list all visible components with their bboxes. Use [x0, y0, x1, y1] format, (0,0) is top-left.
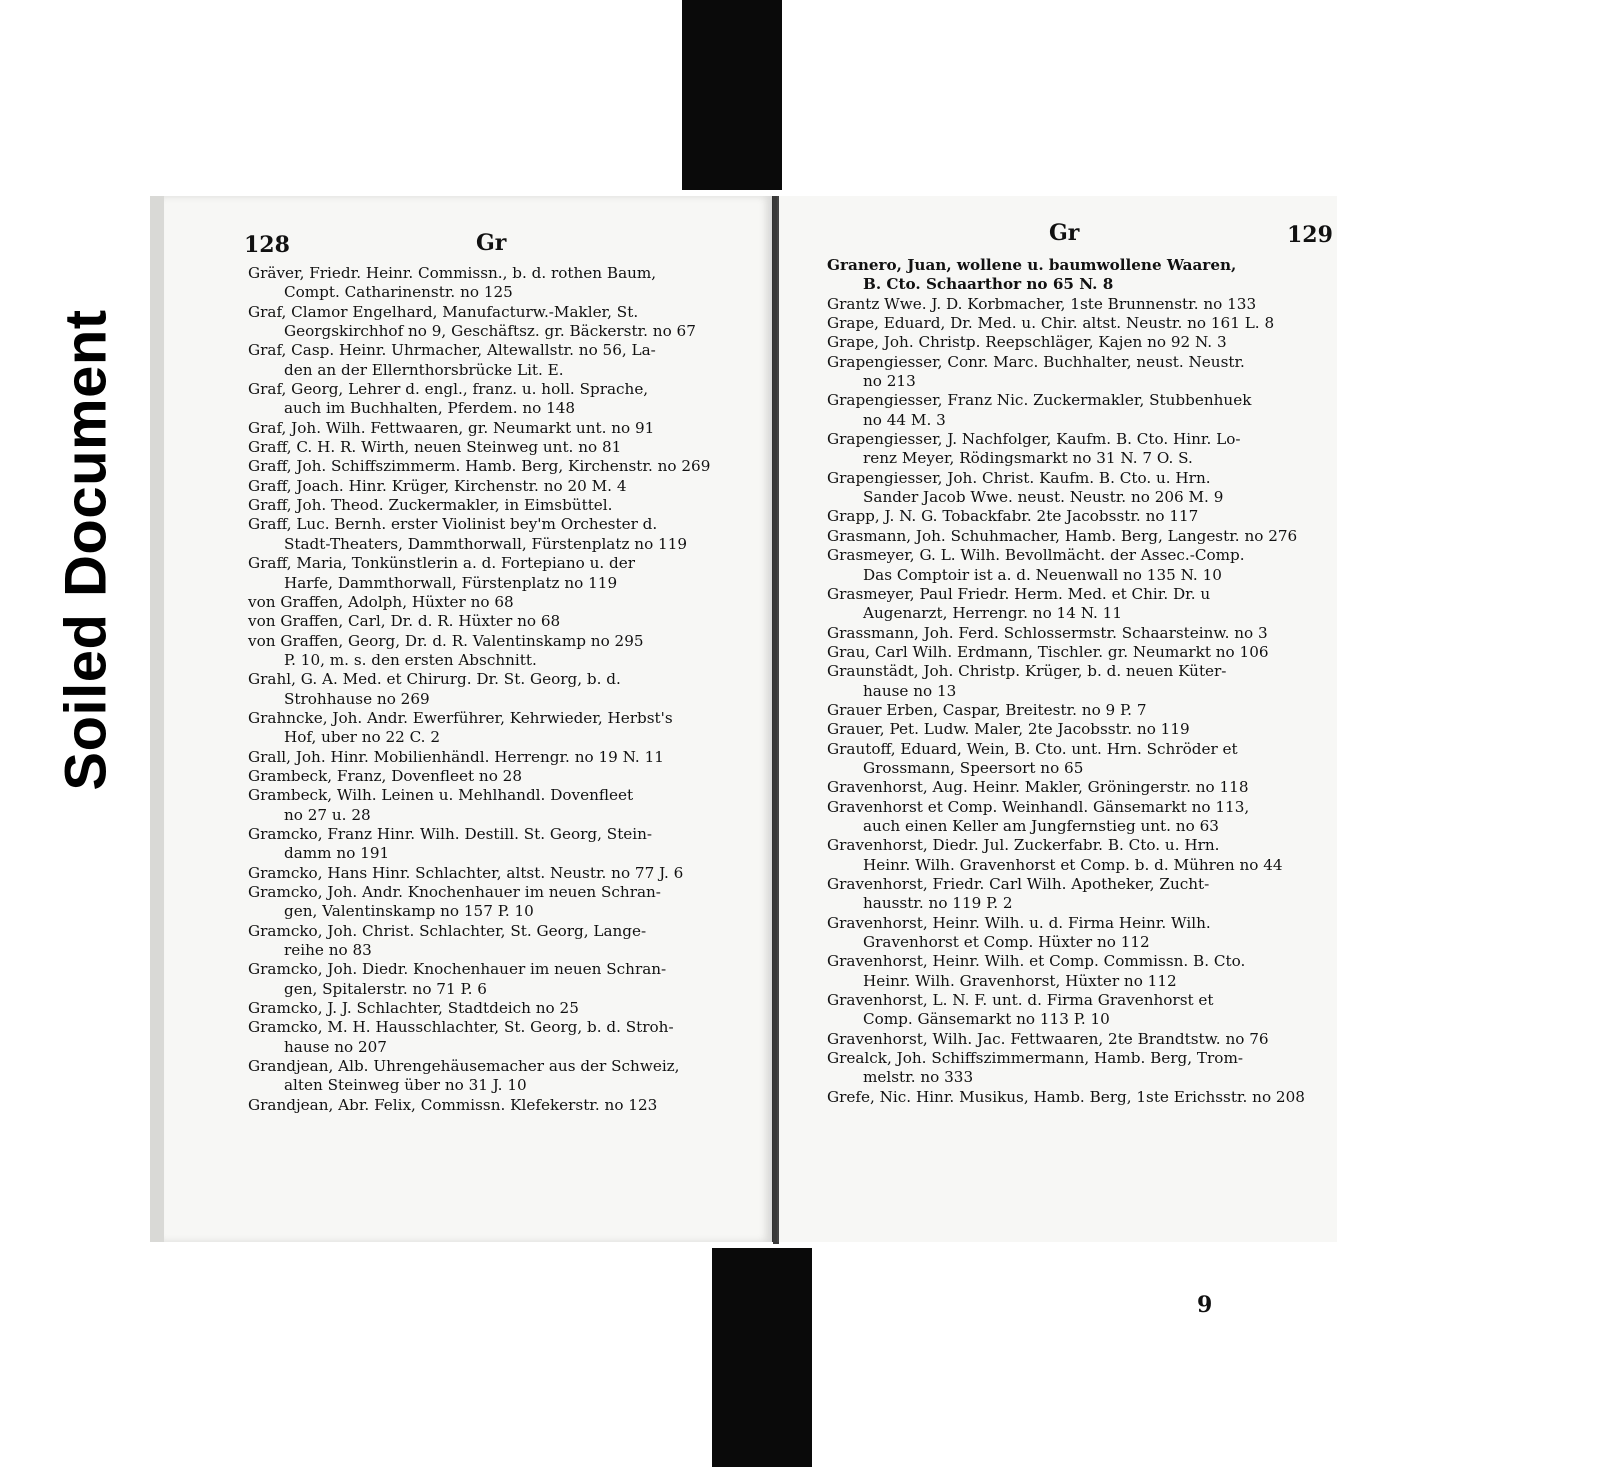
right-page [777, 196, 1337, 1318]
stamp-text: Soiled Document [53, 309, 119, 791]
directory-entry: Grapengiesser, J. Nachfolger, Kaufm. B. Cto. Hinr. Lo- renz Meyer, Rödingsmarkt no 31 N. 7 O. S. [827, 430, 1241, 468]
directory-entry: Grapengiesser, Joh. Christ. Kaufm. B. Cto. u. Hrn. Sander Jacob Wwe. neust. Neustr. no 206 M. 9 [827, 468, 1224, 507]
directory-entry: Graf, Casp. Heinr. Uhrmacher, Altewallstr. no 56, La- den an der Ellernthorsbrücke Lit. E. [248, 341, 656, 379]
directory-entry: Grassmann, Joh. Ferd. Schlossermstr. Schaarsteinw. no 3 [827, 623, 1268, 642]
directory-entry: Grahl, G. A. Med. et Chirurg. Dr. St. Georg, b. d. Strohhause no 269 [248, 670, 621, 708]
directory-entry: Gravenhorst, Aug. Heinr. Makler, Gröningerstr. no 118 [827, 778, 1249, 797]
directory-entry: Gravenhorst, L. N. F. unt. d. Firma Gravenhorst et Comp. Gänsemarkt no 113 P. 10 [827, 991, 1214, 1029]
directory-entry: von Graffen, Adolph, Hüxter no 68 [248, 592, 514, 611]
page-margin [1337, 196, 1577, 1242]
directory-entry: Gramcko, Joh. Diedr. Knochenhauer im neuen Schran- gen, Spitalerstr. no 71 P. 6 [248, 960, 667, 998]
directory-entry: Graf, Clamor Engelhard, Manufacturw.-Makler, St. Georgskirchhof no 9, Geschäftsz. gr. Bäckerstr. no 67 [248, 302, 696, 341]
running-head-right: Gr [1049, 220, 1080, 246]
directory-entry: Grapengiesser, Franz Nic. Zuckermakler, Stubbenhuek no 44 M. 3 [827, 391, 1252, 429]
directory-entry: Grautoff, Eduard, Wein, B. Cto. unt. Hrn. Schröder et Grossmann, Speersort no 65 [827, 739, 1238, 777]
directory-entries-right [827, 256, 1327, 1107]
signature-mark: 9 [1197, 1292, 1213, 1318]
directory-entry: Gravenhorst et Comp. Weinhandl. Gänsemarkt no 113, auch einen Keller am Jungfernstieg unt. no 63 [827, 797, 1250, 835]
directory-entry: Grahncke, Joh. Andr. Ewerführer, Kehrwieder, Herbst's Hof, uber no 22 C. 2 [248, 708, 673, 747]
directory-entry: Graff, Luc. Bernh. erster Violinist bey'm Orchester d. Stadt-Theaters, Dammthorwall, Fürstenplatz no 119 [248, 515, 688, 553]
directory-entry: Graunstädt, Joh. Christp. Krüger, b. d. neuen Küter- hause no 13 [827, 662, 1227, 700]
directory-entry: Grasmeyer, G. L. Wilh. Bevollmächt. der Assec.-Comp. Das Comptoir ist a. d. Neuenwall no 135 N. 10 [827, 546, 1245, 584]
directory-entry: Granero, Juan, wollene u. baumwollene Waaren, B. Cto. Schaarthor no 65 N. 8 [827, 256, 1237, 294]
directory-entry: Graf, Joh. Wilh. Fettwaaren, gr. Neumarkt unt. no 91 [248, 418, 655, 437]
directory-entry: Gravenhorst, Wilh. Jac. Fettwaaren, 2te Brandtstw. no 76 [827, 1029, 1269, 1048]
directory-entry: Graff, Joh. Theod. Zuckermakler, in Eimsbüttel. [248, 496, 613, 515]
directory-entry: Graff, C. H. R. Wirth, neuen Steinweg unt. no 81 [248, 438, 622, 457]
scanner-strip-bottom [712, 1248, 812, 1467]
directory-entry: Gräver, Friedr. Heinr. Commissn., b. d. rothen Baum, Compt. Catharinenstr. no 125 [248, 264, 657, 302]
directory-entry: von Graffen, Georg, Dr. d. R. Valentinskamp no 295 P. 10, m. s. den ersten Abschnitt. [248, 631, 644, 669]
directory-entry: Graff, Joh. Schiffszimmerm. Hamb. Berg, Kirchenstr. no 269 [248, 457, 711, 476]
directory-entry: Gramcko, J. J. Schlachter, Stadtdeich no 25 [248, 999, 579, 1018]
directory-entry: Grantz Wwe. J. D. Korbmacher, 1ste Brunnenstr. no 133 [827, 294, 1257, 313]
directory-entry: Grape, Joh. Christp. Reepschläger, Kajen no 92 N. 3 [827, 333, 1227, 352]
directory-entry: Grape, Eduard, Dr. Med. u. Chir. altst. Neustr. no 161 L. 8 [827, 314, 1275, 333]
directory-entry: Gravenhorst, Heinr. Wilh. u. d. Firma Heinr. Wilh. Gravenhorst et Comp. Hüxter no 112 [827, 913, 1211, 952]
scanner-strip-top [682, 0, 782, 190]
directory-entry: Gravenhorst, Diedr. Jul. Zuckerfabr. B. Cto. u. Hrn. Heinr. Wilh. Gravenhorst et Comp. b. d. Mühren no 44 [827, 836, 1283, 874]
directory-entry: Grandjean, Abr. Felix, Commissn. Klefekerstr. no 123 [248, 1095, 658, 1114]
directory-entry: Graf, Georg, Lehrer d. engl., franz. u. holl. Sprache, auch im Buchhalten, Pferdem. no 148 [248, 380, 649, 418]
page-number-right: 129 [1287, 222, 1333, 248]
directory-entry: Grapengiesser, Conr. Marc. Buchhalter, neust. Neustr. no 213 [827, 352, 1245, 391]
soiled-document-stamp [46, 290, 126, 810]
directory-entry: Gravenhorst, Heinr. Wilh. et Comp. Commissn. B. Cto. Heinr. Wilh. Gravenhorst, Hüxter no 112 [827, 952, 1246, 990]
directory-entry: Grall, Joh. Hinr. Mobilienhändl. Herrengr. no 19 N. 11 [248, 747, 664, 766]
directory-entry: Gravenhorst, Friedr. Carl Wilh. Apotheker, Zucht- hausstr. no 119 P. 2 [827, 875, 1210, 913]
directory-entry: Gramcko, Joh. Andr. Knochenhauer im neuen Schran- gen, Valentinskamp no 157 P. 10 [248, 883, 661, 921]
directory-entry: Grauer, Pet. Ludw. Maler, 2te Jacobsstr. no 119 [827, 720, 1190, 739]
running-head-left: Gr [476, 230, 507, 256]
directory-entry: Grealck, Joh. Schiffszimmermann, Hamb. Berg, Trom- melstr. no 333 [827, 1049, 1243, 1087]
directory-entry: Grapp, J. N. G. Tobackfabr. 2te Jacobsstr. no 117 [827, 507, 1199, 526]
directory-entry: Graff, Maria, Tonkünstlerin a. d. Fortepiano u. der Harfe, Dammthorwall, Fürstenplatz no 119 [248, 554, 635, 592]
directory-entry: Grambeck, Franz, Dovenfleet no 28 [248, 766, 522, 785]
directory-entry: Graff, Joach. Hinr. Krüger, Kirchenstr. no 20 M. 4 [248, 476, 627, 495]
left-page [150, 196, 775, 1242]
directory-entry: Grefe, Nic. Hinr. Musikus, Hamb. Berg, 1ste Erichsstr. no 208 [827, 1087, 1305, 1106]
directory-entry: Grasmann, Joh. Schuhmacher, Hamb. Berg, Langestr. no 276 [827, 526, 1298, 545]
directory-entry: von Graffen, Carl, Dr. d. R. Hüxter no 68 [248, 612, 561, 631]
directory-entry: Gramcko, Hans Hinr. Schlachter, altst. Neustr. no 77 J. 6 [248, 863, 684, 882]
directory-entry: Grambeck, Wilh. Leinen u. Mehlhandl. Dovenfleet no 27 u. 28 [248, 786, 634, 824]
directory-entry: Grauer Erben, Caspar, Breitestr. no 9 P. 7 [827, 700, 1147, 719]
directory-entry: Grandjean, Alb. Uhrengehäusemacher aus der Schweiz, alten Steinweg über no 31 J. 10 [248, 1057, 680, 1095]
directory-entry: Gramcko, Franz Hinr. Wilh. Destill. St. Georg, Stein- damm no 191 [248, 824, 653, 863]
directory-entry: Grau, Carl Wilh. Erdmann, Tischler. gr. Neumarkt no 106 [827, 642, 1269, 661]
directory-entry: Grasmeyer, Paul Friedr. Herm. Med. et Chir. Dr. u Augenarzt, Herrengr. no 14 N. 11 [827, 584, 1211, 623]
page-number-left: 128 [244, 232, 290, 258]
directory-entry: Gramcko, M. H. Hausschlachter, St. Georg, b. d. Stroh- hause no 207 [248, 1018, 674, 1056]
directory-entries-left [248, 264, 768, 1115]
directory-entry: Gramcko, Joh. Christ. Schlachter, St. Georg, Lange- reihe no 83 [248, 921, 647, 960]
